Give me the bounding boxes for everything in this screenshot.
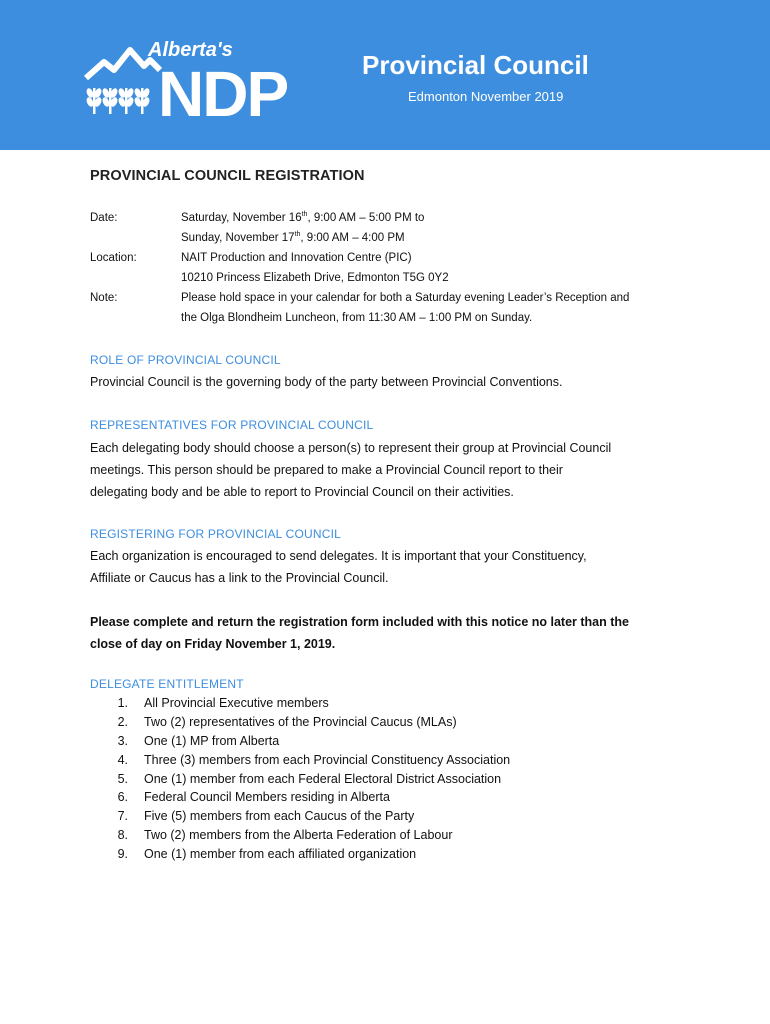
representatives-heading: REPRESENTATIVES FOR PROVINCIAL COUNCIL	[90, 418, 374, 432]
mountain-wheat-icon	[84, 36, 310, 124]
note-line-1: Please hold space in your calendar for both a Saturday evening Leader’s Reception and	[181, 292, 630, 304]
date-label: Date:	[90, 212, 118, 224]
registering-line-2: Affiliate or Caucus has a link to the Provincial Council.	[90, 571, 389, 585]
date-line-1: Saturday, November 16th, 9:00 AM – 5:00 PM to	[181, 211, 425, 224]
registering-line-1: Each organization is encouraged to send delegates. It is important that your Constituency,	[90, 549, 587, 563]
registering-heading: REGISTERING FOR PROVINCIAL COUNCIL	[90, 527, 342, 541]
role-heading: ROLE OF PROVINCIAL COUNCIL	[90, 353, 281, 367]
page-subtitle: Edmonton November 2019	[408, 89, 564, 104]
deadline-line-2: close of day on Friday November 1, 2019.	[90, 637, 336, 651]
location-line-1: NAIT Production and Innovation Centre (PIC)	[181, 252, 412, 264]
registration-title: PROVINCIAL COUNCIL REGISTRATION	[90, 168, 365, 184]
entitlement-heading: DELEGATE ENTITLEMENT	[90, 677, 244, 691]
location-label: Location:	[90, 252, 137, 264]
logo-top-text: Alberta's	[148, 39, 233, 61]
representatives-line-1: Each delegating body should choose a person(s) to represent their group at Provincial Council	[90, 441, 612, 455]
alberta-ndp-logo	[84, 36, 310, 124]
deadline-line-1: Please complete and return the registration form included with this notice no later than the	[90, 615, 629, 629]
location-line-2: 10210 Princess Elizabeth Drive, Edmonton T5G 0Y2	[181, 272, 449, 284]
representatives-line-2: meetings. This person should be prepared to make a Provincial Council report to their	[90, 463, 563, 477]
role-text: Provincial Council is the governing body of the party between Provincial Conventions.	[90, 375, 563, 389]
logo-main-text: NDP	[158, 58, 288, 124]
note-line-2: the Olga Blondheim Luncheon, from 11:30 AM – 1:00 PM on Sunday.	[181, 312, 533, 324]
representatives-line-3: delegating body and be able to report to Provincial Council on their activities.	[90, 485, 514, 499]
note-label: Note:	[90, 292, 118, 304]
page-title: Provincial Council	[362, 50, 589, 80]
header-banner	[0, 0, 770, 150]
date-line-2: Sunday, November 17th, 9:00 AM – 4:00 PM	[181, 231, 405, 244]
